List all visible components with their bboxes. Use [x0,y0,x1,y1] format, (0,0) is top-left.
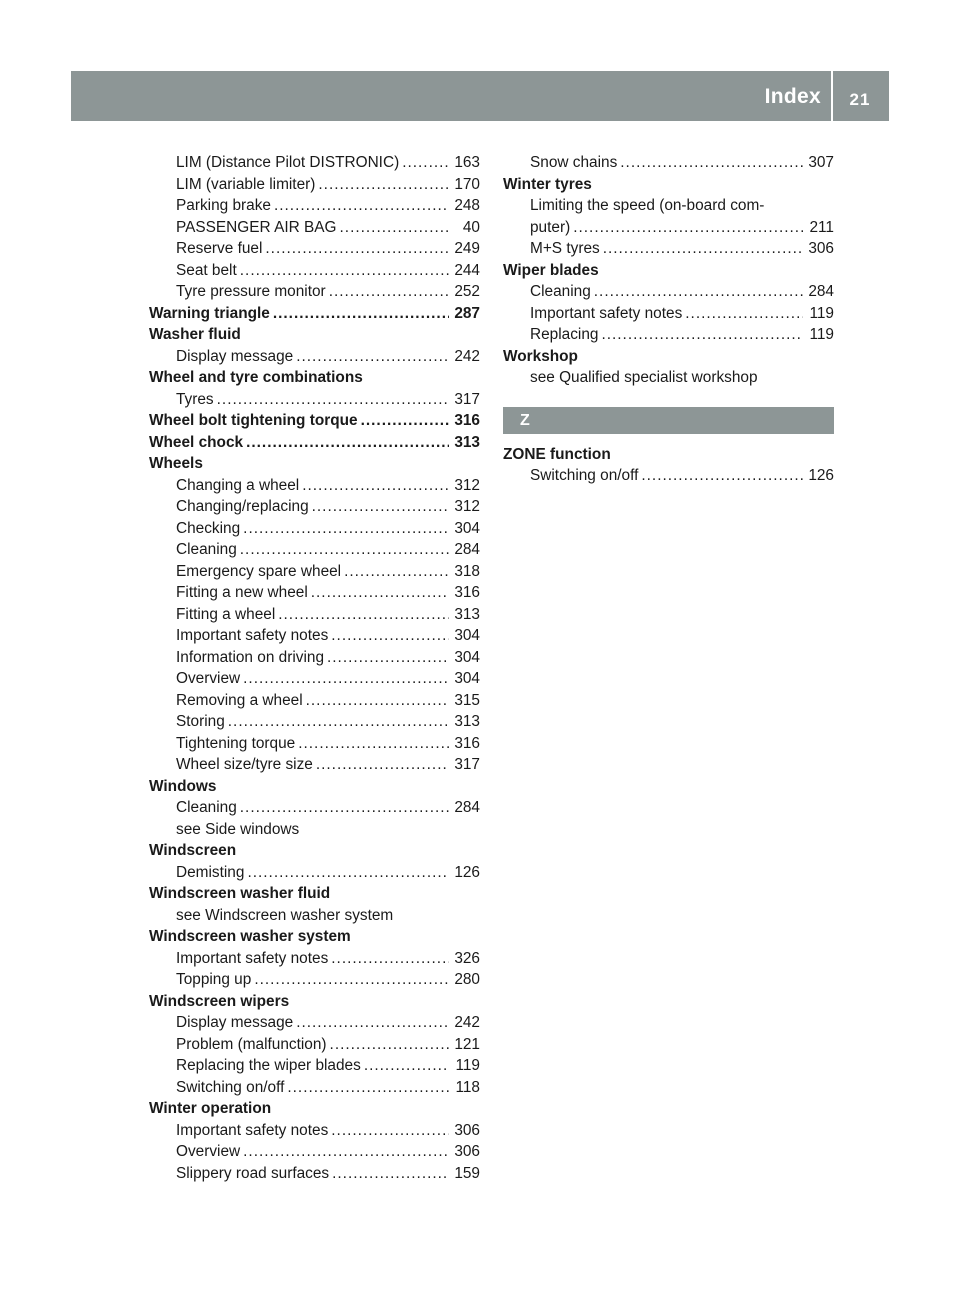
index-subentry [149,1120,480,1142]
dot-leader [332,1163,449,1185]
entry-text: see Qualified specialist workshop [530,369,758,386]
entry-text: Switching on/off [530,467,639,484]
dot-leader [331,1120,449,1142]
index-subentry [149,174,480,196]
entry-text: Important safety notes [530,304,683,322]
index-subentry [149,1034,480,1056]
index-heading [149,840,480,862]
page-reference[interactable]: 242 [454,347,480,365]
dot-leader [311,582,449,604]
dot-leader [247,862,449,884]
section-letter-bar: Z [503,407,834,434]
dot-leader [243,668,449,690]
entry-text: Cleaning [530,283,591,300]
entry-text: see Windscreen washer system [176,906,394,924]
entry-text: Fitting a wheel [176,605,276,623]
entry-text: Fitting a new wheel [176,584,308,601]
page-reference[interactable]: 242 [454,1014,480,1031]
entry-text: Replacing [530,326,599,343]
index-subentry [149,152,480,174]
index-subentry [149,195,480,217]
entry-text: Changing/replacing [176,498,309,515]
index-heading [149,1098,480,1120]
index-subentry [149,647,480,669]
page-reference[interactable]: 304 [454,627,480,644]
dot-leader [603,238,803,260]
entry-text: Slippery road surfaces [176,1164,330,1182]
index-subentry [149,260,480,282]
dot-leader [318,174,449,196]
page-reference[interactable]: 316 [454,412,480,429]
entry-text: Topping up [176,971,252,988]
entry-text: Display message [176,347,294,365]
entry-text: Limiting the speed (on-board com- [530,197,765,214]
dot-leader [641,465,803,487]
dot-leader [330,1034,449,1056]
page-reference[interactable]: 306 [454,1121,480,1139]
index-subentry [503,238,834,260]
page-reference[interactable]: 304 [454,648,480,666]
entry-text: Washer fluid [149,326,241,343]
dot-leader [594,281,803,303]
page-reference[interactable]: 313 [454,433,480,451]
page-reference[interactable]: 211 [809,218,834,236]
index-heading [149,303,480,325]
entry-text: Wheels [149,455,203,472]
entry-text: Windscreen washer system [149,928,351,945]
entry-text: Winter tyres [503,175,592,193]
entry-text: Storing [176,713,225,730]
page-reference[interactable]: 244 [454,261,480,279]
index-reference [149,905,480,927]
entry-text: Problem (malfunction) [176,1035,327,1053]
entry-text: Display message [176,1014,294,1031]
dot-leader [246,432,449,454]
entry-text: ZONE function [503,445,611,463]
index-heading [149,926,480,948]
index-subentry [149,518,480,540]
index-subentry [149,475,480,497]
dot-leader [240,539,449,561]
entry-text: puter) [530,218,571,236]
entry-text: Switching on/off [176,1078,285,1096]
dot-leader [243,1141,449,1163]
index-subentry [149,238,480,260]
index-heading [503,444,834,466]
index-subentry [149,561,480,583]
dot-leader [302,475,449,497]
index-subentry [149,711,480,733]
entry-text: Overview [176,1143,241,1160]
dot-leader [217,389,449,411]
index-subentry [503,465,834,487]
entry-text: Cleaning [176,541,237,558]
entry-text: Important safety notes [176,949,329,967]
dot-leader [240,260,449,282]
entry-text: Seat belt [176,261,237,279]
page-reference[interactable]: 304 [454,519,480,537]
dot-leader [361,410,449,432]
index-heading [149,453,480,475]
index-heading [149,883,480,905]
entry-text: Emergency spare wheel [176,562,342,580]
entry-text: Overview [176,670,241,687]
dot-leader [296,1012,449,1034]
dot-leader [243,518,449,540]
index-subentry [149,1077,480,1099]
entry-text: M+S tyres [530,240,600,257]
page-reference[interactable]: 307 [808,154,834,171]
page-reference[interactable]: 306 [808,240,834,257]
page-reference[interactable]: 163 [454,154,480,171]
entry-text: Workshop [503,347,578,365]
entry-text: Windscreen washer fluid [149,885,331,902]
entry-text: PASSENGER AIR BAG [176,218,337,236]
page-reference[interactable]: 170 [454,175,480,193]
index-heading [149,410,480,432]
dot-leader [287,1077,449,1099]
index-subentry [149,389,480,411]
dot-leader [278,604,449,626]
page-reference[interactable]: 287 [454,304,480,322]
dot-leader [274,195,449,217]
dot-leader [329,281,449,303]
index-subentry [503,281,834,303]
index-subentry [149,281,480,303]
entry-text: Windscreen [149,842,237,859]
page-reference[interactable]: 313 [454,605,480,623]
entry-text: Tyre pressure monitor [176,283,326,300]
entry-text: Removing a wheel [176,691,303,709]
index-subentry [149,1141,480,1163]
page-reference[interactable]: 119 [455,1057,480,1074]
dot-leader [601,324,803,346]
page-reference[interactable]: 126 [454,863,480,881]
page-reference[interactable]: 315 [454,691,480,709]
index-heading [149,432,480,454]
index-subentry [149,1055,480,1077]
index-heading [503,260,834,282]
page-number: 21 [849,90,871,109]
index-subentry [503,217,834,239]
dot-leader [402,152,449,174]
page-reference[interactable]: 121 [454,1035,480,1053]
page-reference[interactable]: 317 [454,390,480,408]
page-reference[interactable]: 119 [809,304,834,322]
page-reference[interactable]: 312 [454,498,480,515]
index-reference [503,195,834,217]
page-reference[interactable]: 306 [454,1143,480,1160]
dot-leader [240,797,449,819]
index-column-right [503,152,834,487]
dot-leader [228,711,449,733]
entry-text: Windscreen wipers [149,992,290,1010]
page-reference[interactable]: 284 [454,799,480,816]
dot-leader [573,217,803,239]
entry-text: Tightening torque [176,734,296,752]
index-subentry [149,217,480,239]
page-reference[interactable]: 249 [454,240,480,257]
index-subentry [149,539,480,561]
dot-leader [306,690,449,712]
dot-leader [265,238,449,260]
entry-text: Windows [149,777,217,795]
entry-text: Important safety notes [176,1121,329,1139]
index-subentry [149,346,480,368]
page-reference[interactable]: 280 [454,971,480,988]
dot-leader [344,561,449,583]
dot-leader [331,625,449,647]
entry-text: Warning triangle [149,304,270,322]
index-reference [503,367,834,389]
page-reference[interactable]: 326 [454,949,480,967]
index-subentry [149,797,480,819]
index-heading [149,776,480,798]
page-reference[interactable]: 252 [454,283,480,300]
dot-leader [254,969,449,991]
dot-leader [685,303,803,325]
index-subentry [149,1163,480,1185]
entry-text: Winter operation [149,1100,272,1117]
entry-text: Tyres [176,390,214,408]
entry-text: Changing a wheel [176,476,300,494]
entry-text: Cleaning [176,799,237,816]
entry-text: Wheel bolt tightening torque [149,412,358,429]
entry-text: Important safety notes [176,627,329,644]
page-reference[interactable]: 119 [809,326,834,343]
dot-leader [620,152,803,174]
entry-text: Reserve fuel [176,240,263,257]
dot-leader [273,303,449,325]
page-reference[interactable]: 40 [462,218,480,236]
entry-text: Wheel and tyre combinations [149,369,363,386]
entry-text: Parking brake [176,197,271,214]
index-heading [149,324,480,346]
index-subentry [149,733,480,755]
page-reference[interactable]: 159 [454,1164,480,1182]
entry-text: Snow chains [530,154,618,171]
entry-text: Checking [176,519,241,537]
dot-leader [296,346,449,368]
page-reference[interactable]: 316 [454,584,480,601]
header-title: Index [764,85,821,108]
entry-text: Wheel chock [149,433,244,451]
index-subentry [149,1012,480,1034]
index-heading [149,367,480,389]
index-heading [503,346,834,368]
entry-text: Wheel size/tyre size [176,756,313,773]
dot-leader [312,496,449,518]
page-reference[interactable]: 118 [455,1078,480,1096]
index-subentry [503,324,834,346]
index-subentry [149,496,480,518]
index-subentry [149,948,480,970]
entry-text: see Side windows [176,820,300,838]
index-subentry [503,152,834,174]
index-subentry [149,969,480,991]
page-reference[interactable]: 317 [454,756,480,773]
dot-leader [364,1055,449,1077]
dot-leader [331,948,449,970]
dot-leader [327,647,449,669]
index-subentry [149,862,480,884]
index-subentry [149,582,480,604]
index-subentry [149,604,480,626]
dot-leader [340,217,449,239]
entry-text: LIM (Distance Pilot DISTRONIC) [176,154,400,171]
index-subentry [149,668,480,690]
page-reference[interactable]: 312 [454,476,480,494]
header-separator [831,71,833,121]
index-heading [503,174,834,196]
entry-text: Demisting [176,863,245,881]
dot-leader [316,754,449,776]
page-reference[interactable]: 313 [454,713,480,730]
page-reference[interactable]: 318 [454,562,480,580]
index-reference [149,819,480,841]
page-reference[interactable]: 284 [808,283,834,300]
page-reference[interactable]: 284 [454,541,480,558]
entry-text: LIM (variable limiter) [176,175,316,193]
page-reference[interactable]: 316 [454,734,480,752]
entry-text: Wiper blades [503,261,599,279]
page-reference[interactable]: 126 [808,467,834,484]
index-subentry [149,625,480,647]
entry-text: Replacing the wiper blades [176,1057,361,1074]
index-subentry [149,690,480,712]
page-reference[interactable]: 304 [454,670,480,687]
entry-text: Information on driving [176,648,324,666]
dot-leader [298,733,449,755]
index-subentry [503,303,834,325]
index-heading [149,991,480,1013]
index-subentry [149,754,480,776]
index-column-left [149,152,480,1184]
page-reference[interactable]: 248 [454,197,480,214]
header-band [71,71,889,121]
